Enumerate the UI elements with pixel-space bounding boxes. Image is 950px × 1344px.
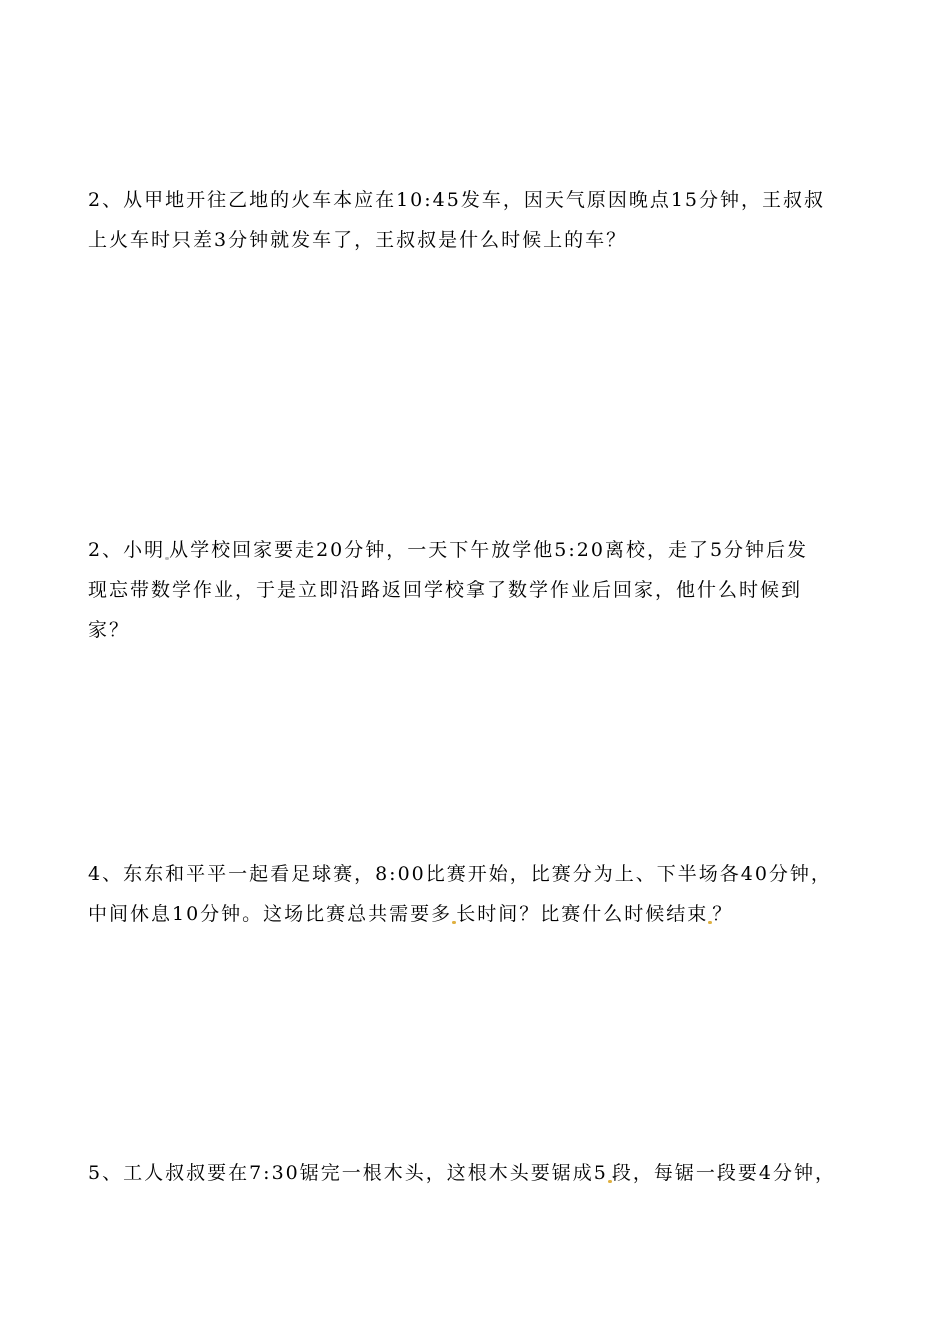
problem-2 bbox=[88, 530, 878, 650]
problem-1-line-2: 上火车时只差3分钟就发车了，王叔叔是什么时候上的车？ bbox=[88, 229, 628, 251]
problem-4-line-2-part-c: ？ bbox=[712, 903, 734, 925]
problem-5-line-1 bbox=[88, 1153, 878, 1193]
problem-2-line-3: 家？ bbox=[88, 619, 131, 641]
problem-5-line-1-part-a: 5、工人叔叔要在7:30锯完一根木头，这根木头要锯成5 bbox=[88, 1162, 608, 1184]
edit-mark bbox=[609, 1189, 611, 1193]
problem-4-line-2-part-a: 中间休息10分钟。这场比赛总共需要多 bbox=[88, 903, 453, 925]
problem-4-line-2-part-b: 长时间？比赛什么时候结束 bbox=[456, 903, 709, 925]
problem-4 bbox=[88, 854, 878, 934]
problem-2-line-2: 现忘带数学作业，于是立即沿路返回学校拿了数学作业后回家，他什么时候到 bbox=[88, 579, 803, 601]
edit-mark bbox=[166, 566, 168, 570]
problem-1 bbox=[88, 180, 878, 260]
edit-mark bbox=[709, 930, 711, 934]
problem-2-line-1-part-b: 从学校回家要走20分钟，一天下午放学他5:20离校，走了5分钟后发 bbox=[169, 539, 809, 561]
edit-mark bbox=[453, 930, 455, 934]
problem-2-line-1 bbox=[88, 530, 878, 570]
problem-4-line-1: 4、东东和平平一起看足球赛，8:00比赛开始，比赛分为上、下半场各40分钟， bbox=[88, 863, 832, 885]
problem-5 bbox=[88, 1153, 878, 1193]
problem-1-line-1: 2、从甲地开往乙地的火车本应在10:45发车，因天气原因晚点15分钟，王叔叔 bbox=[88, 189, 826, 211]
problem-4-line-2 bbox=[88, 894, 878, 934]
problem-5-line-1-part-b: 段，每锯一段要4分钟， bbox=[611, 1162, 836, 1184]
problem-2-line-1-part-a: 2、小明 bbox=[88, 539, 166, 561]
